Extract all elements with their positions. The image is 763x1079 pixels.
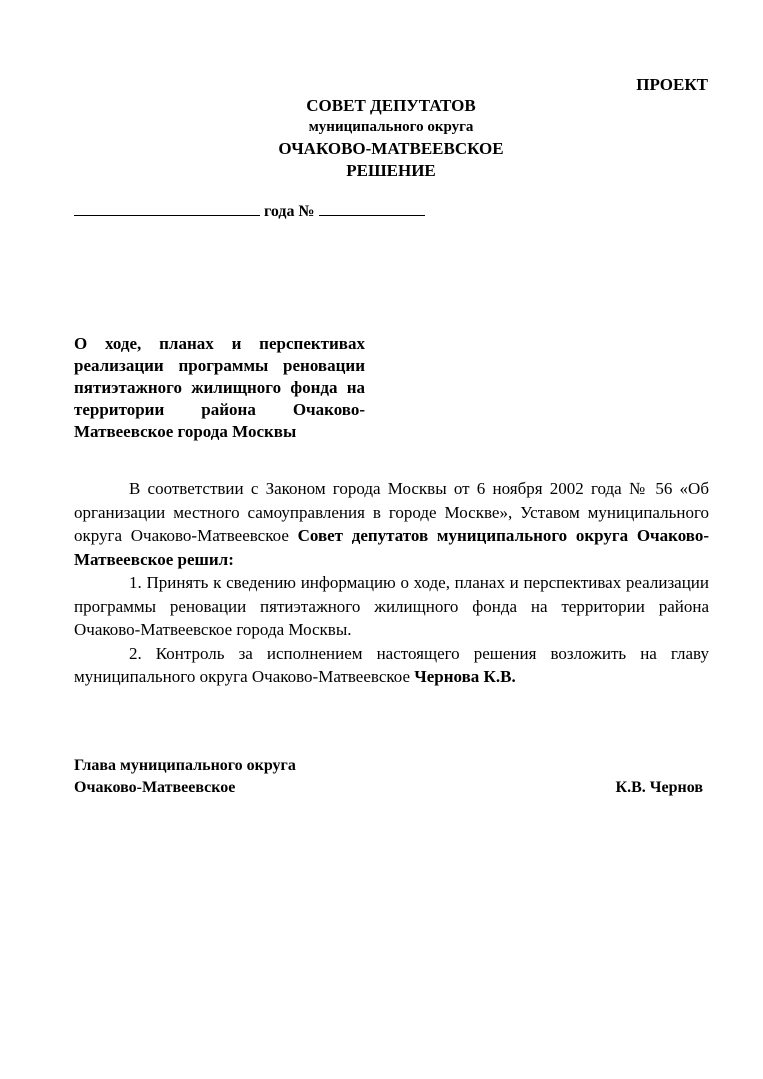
- signature-block: [74, 755, 709, 799]
- number-blank: [319, 198, 425, 216]
- date-blank: [74, 198, 260, 216]
- year-number-label: года №: [264, 203, 315, 220]
- signatory-name: К.В. Чернов: [615, 779, 703, 796]
- item-1-text: 1. Принять к сведению информацию о ходе, планах и перспективах реализации программы реновации пятиэтажного жилищного фонда на территории района Очаково-Матвеевское города Москвы.: [74, 573, 709, 639]
- document-type: РЕШЕНИЕ: [346, 161, 436, 180]
- signatory-title-line2: Очаково-Матвеевское: [74, 779, 236, 796]
- decision-item-2: [74, 642, 709, 689]
- decision-item-1: [74, 571, 709, 642]
- document-header: [0, 95, 763, 182]
- date-number-line: [74, 198, 425, 223]
- decision-body: [74, 477, 709, 689]
- preamble-paragraph: [74, 477, 709, 571]
- signatory-title-line1: Глава муниципального округа: [74, 757, 296, 774]
- item-2-bold: Чернова К.В.: [414, 667, 516, 686]
- signature-row: [74, 777, 709, 799]
- district-name: ОЧАКОВО-МАТВЕЕВСКОЕ: [278, 139, 504, 158]
- decision-subject: О ходе, планах и перспективах реализации программы реновации пятиэтажного жилищного фонда на территории района Очаково-Матвеевское города Москвы: [74, 334, 365, 441]
- preamble-text: В соответствии с Законом города Москвы от 6 ноября 2002 года № 56 «Об организации местного самоуправления в городе Москве», Уставом муниципального округа Очаково-Матвеевское: [74, 479, 709, 545]
- draft-mark: ПРОЕКТ: [636, 75, 708, 94]
- item-2-text: 2. Контроль за исполнением настоящего решения возложить на главу муниципального округа Очаково-Матвеевское: [74, 643, 709, 686]
- district-genitive: муниципального округа: [308, 119, 474, 135]
- preamble-bold: Совет депутатов муниципального округа Очаково-Матвеевское решил:: [74, 526, 710, 569]
- council-title: СОВЕТ ДЕПУТАТОВ: [306, 96, 476, 115]
